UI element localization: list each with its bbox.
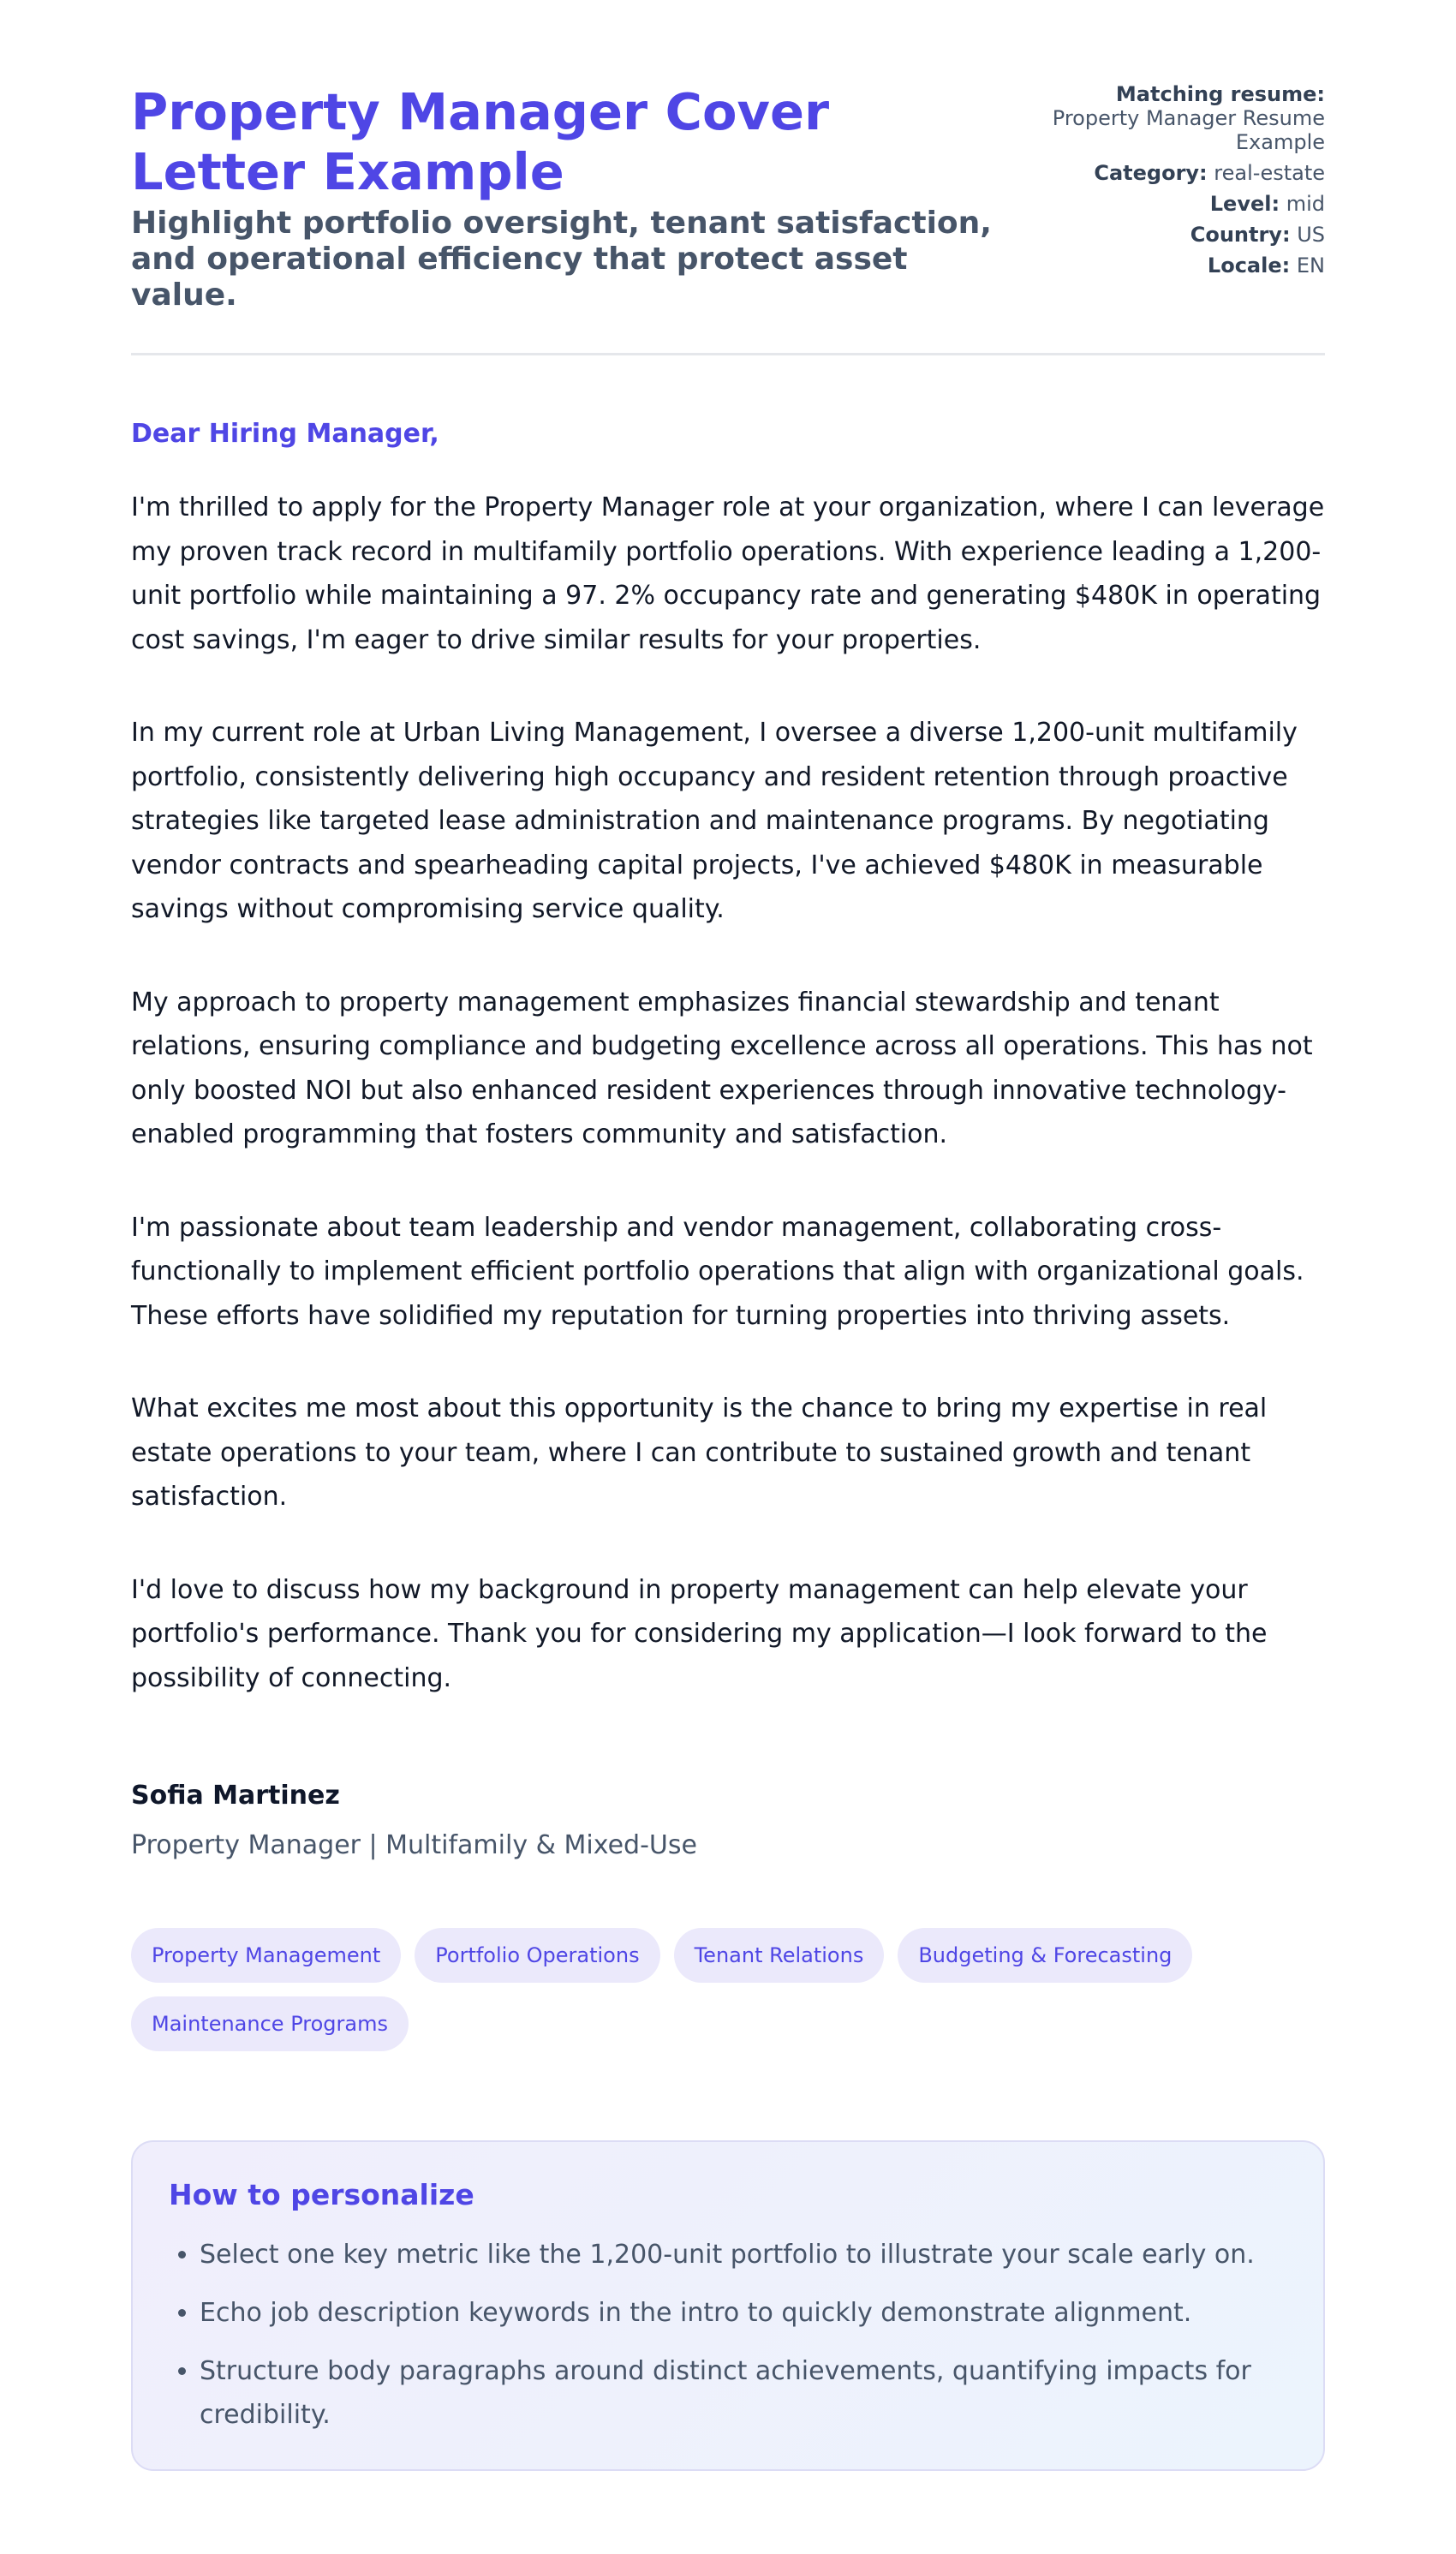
letter-paragraph: I'm thrilled to apply for the Property Manager role at your organization, where I can leverage my proven track record in multifamily portfolio operations. With experience leading a 1,200-unit portfolio while maintaining a 97. 2% occupancy rate and generating $480K in operating cost savings, I'm eager to drive similar results for your properties.: [131, 492, 1325, 655]
meta-country-label: Country:: [1190, 223, 1291, 247]
skill-tag: Tenant Relations: [674, 1928, 885, 1983]
meta-level: [1034, 192, 1325, 216]
letter-greeting: Dear Hiring Manager,: [131, 419, 439, 449]
signature-name: Sofia Martinez: [131, 1781, 340, 1811]
letter-paragraph: In my current role at Urban Living Management, I oversee a diverse 1,200-unit multifamily portfolio, consistently delivering high occupancy and resident retention through proactive strategies like targeted lease administration and maintenance programs. By negotiating vendor contracts and spearheading capital projects, I've achieved $480K in measurable savings without compromising service quality.: [131, 718, 1298, 924]
meta-country: [1034, 223, 1325, 247]
skill-tag: Budgeting & Forecasting: [898, 1928, 1192, 1983]
letter-paragraph: What excites me most about this opportunity is the chance to bring my expertise in real estate operations to your team, where I can contribute to sustained growth and tenant satisfaction.: [131, 1393, 1268, 1512]
page-subtitle: Highlight portfolio oversight, tenant satisfaction, and operational efficiency that protect asset value.: [131, 206, 992, 313]
letter-paragraph: I'd love to discuss how my background in property management can help elevate your portfolio's performance. Thank you for considering my application—I look forward to the possibility of connecting.: [131, 1574, 1268, 1693]
meta-category-label: Category:: [1094, 161, 1208, 185]
personalize-tips-box: [131, 2140, 1325, 2471]
meta-matching-resume: [1034, 82, 1325, 154]
page-title: Property Manager Cover Letter Example: [131, 82, 830, 201]
meta-matching-resume-label: Matching resume:: [1115, 82, 1325, 106]
letter-paragraph: I'm passionate about team leadership and vendor management, collaborating cross-functionally to implement efficient portfolio operations that align with organizational goals. These efforts have solidified my reputation for turning properties into thriving assets.: [131, 1212, 1304, 1331]
header-title-block: [131, 82, 1013, 313]
meta-locale: [1034, 254, 1325, 277]
meta-category-value: real-estate: [1214, 161, 1325, 185]
skill-tag: Maintenance Programs: [131, 1996, 409, 2051]
letter-paragraphs: [131, 486, 1325, 1700]
meta-locale-label: Locale:: [1207, 254, 1291, 277]
meta-level-label: Level:: [1209, 192, 1280, 216]
signature-block: [131, 1779, 1325, 1863]
meta-country-value: US: [1297, 223, 1325, 247]
meta-category: [1034, 161, 1325, 185]
signature-title: Property Manager | Multifamily & Mixed-Use: [131, 1830, 697, 1860]
meta-level-value: mid: [1286, 192, 1325, 216]
skill-tags: [131, 1928, 1325, 2051]
skill-tag: Portfolio Operations: [415, 1928, 659, 1983]
personalize-tip: • Echo job description keywords in the intro to quickly demonstrate alignment.: [200, 2291, 1287, 2335]
letter-paragraph: My approach to property management emphasizes financial stewardship and tenant relations, ensuring compliance and budgeting excellence across all operations. This has not only boosted NOI but also enhanced resident experiences through innovative technology-enabled programming that fosters community and satisfaction.: [131, 987, 1313, 1149]
personalize-tip-list: [169, 2233, 1287, 2437]
personalize-tip: • Structure body paragraphs around distinct achievements, quantifying impacts for credibility.: [200, 2349, 1287, 2437]
skill-tag: Property Management: [131, 1928, 401, 1983]
letter-body: [131, 417, 1325, 1700]
meta-matching-resume-value: Property Manager Resume Example: [1052, 106, 1325, 154]
meta-locale-value: EN: [1296, 254, 1325, 277]
page-header: [131, 82, 1325, 355]
meta-panel: [1034, 82, 1325, 284]
personalize-title: How to personalize: [169, 2178, 474, 2211]
personalize-tip: • Select one key metric like the 1,200-unit portfolio to illustrate your scale early on.: [200, 2233, 1287, 2277]
